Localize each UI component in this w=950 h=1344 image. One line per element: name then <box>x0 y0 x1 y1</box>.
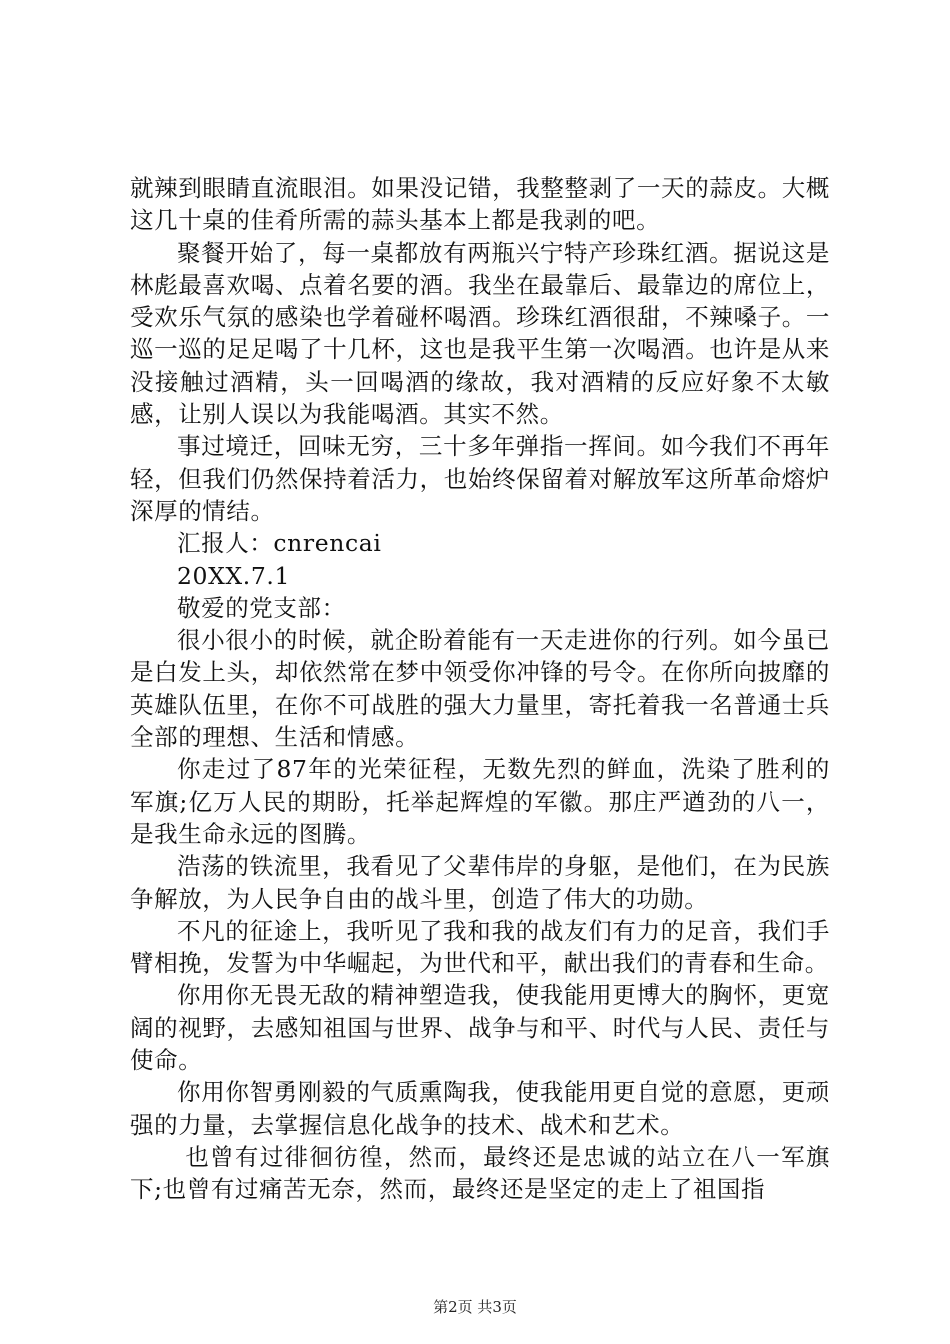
paragraph: 事过境迁，回味无穷，三十多年弹指一挥间。如今我们不再年轻，但我们仍然保持着活力，也始终保留着对解放军这所革命熔炉深厚的情结。 <box>130 432 830 525</box>
paragraph: 你用你智勇刚毅的气质熏陶我，使我能用更自觉的意愿，更顽强的力量，去掌握信息化战争的技术、战术和艺术。 <box>130 1078 830 1139</box>
paragraph: 不凡的征途上，我听见了我和我的战友们有力的足音，我们手臂相挽，发誓为中华崛起，为世代和平，献出我们的青春和生命。 <box>130 916 830 978</box>
date-line: 20XX.7.1 <box>177 561 291 590</box>
paragraph: 也曾有过徘徊彷徨，然而，最终还是忠诚的站立在八一军旗下;也曾有过痛苦无奈，然而，最终还是坚定的走上了祖国指 <box>130 1142 830 1204</box>
page-number-footer: 第2页 共3页 <box>433 1298 517 1316</box>
paragraph: 你走过了87年的光荣征程，无数先烈的鲜血，洗染了胜利的军旗;亿万人民的期盼，托举起辉煌的军徽。那庄严遒劲的八一，是我生命永远的图腾。 <box>130 755 830 848</box>
paragraph: 聚餐开始了，每一桌都放有两瓶兴宁特产珍珠红酒。据说这是林彪最喜欢喝、点着名要的酒。我坐在最靠后、最靠边的席位上，受欢乐气氛的感染也学着碰杯喝酒。珍珠红酒很甜，不辣嗓子。一巡一巡的足足喝了十几杯，这也是我平生第一次喝酒。也许是从来没接触过酒精，头一回喝酒的缘故，我对酒精的反应好象不太敏感，让别人误以为我能喝酒。其实不然。 <box>130 238 830 429</box>
paragraph: 浩荡的铁流里，我看见了父辈伟岸的身躯，是他们，在为民族争解放，为人民争自由的战斗里，创造了伟大的功勋。 <box>130 852 830 913</box>
salutation: 敬爱的党支部： <box>177 593 346 622</box>
paragraph: 很小很小的时候，就企盼着能有一天走进你的行列。如今虽已是白发上头，却依然常在梦中领受你冲锋的号令。在你所向披靡的英雄队伍里，在你不可战胜的强大力量里，寄托着我一名普通士兵全部的理想、生活和情感。 <box>130 626 830 752</box>
reporter-line: 汇报人：cnrencai <box>177 529 382 558</box>
paragraph: 就辣到眼睛直流眼泪。如果没记错，我整整剥了一天的蒜皮。大概这几十桌的佳肴所需的蒜头基本上都是我剥的吧。 <box>130 174 830 235</box>
document-body <box>130 172 830 1206</box>
paragraph: 你用你无畏无敌的精神塑造我，使我能用更博大的胸怀，更宽阔的视野，去感知祖国与世界、战争与和平、时代与人民、责任与使命。 <box>130 981 830 1075</box>
